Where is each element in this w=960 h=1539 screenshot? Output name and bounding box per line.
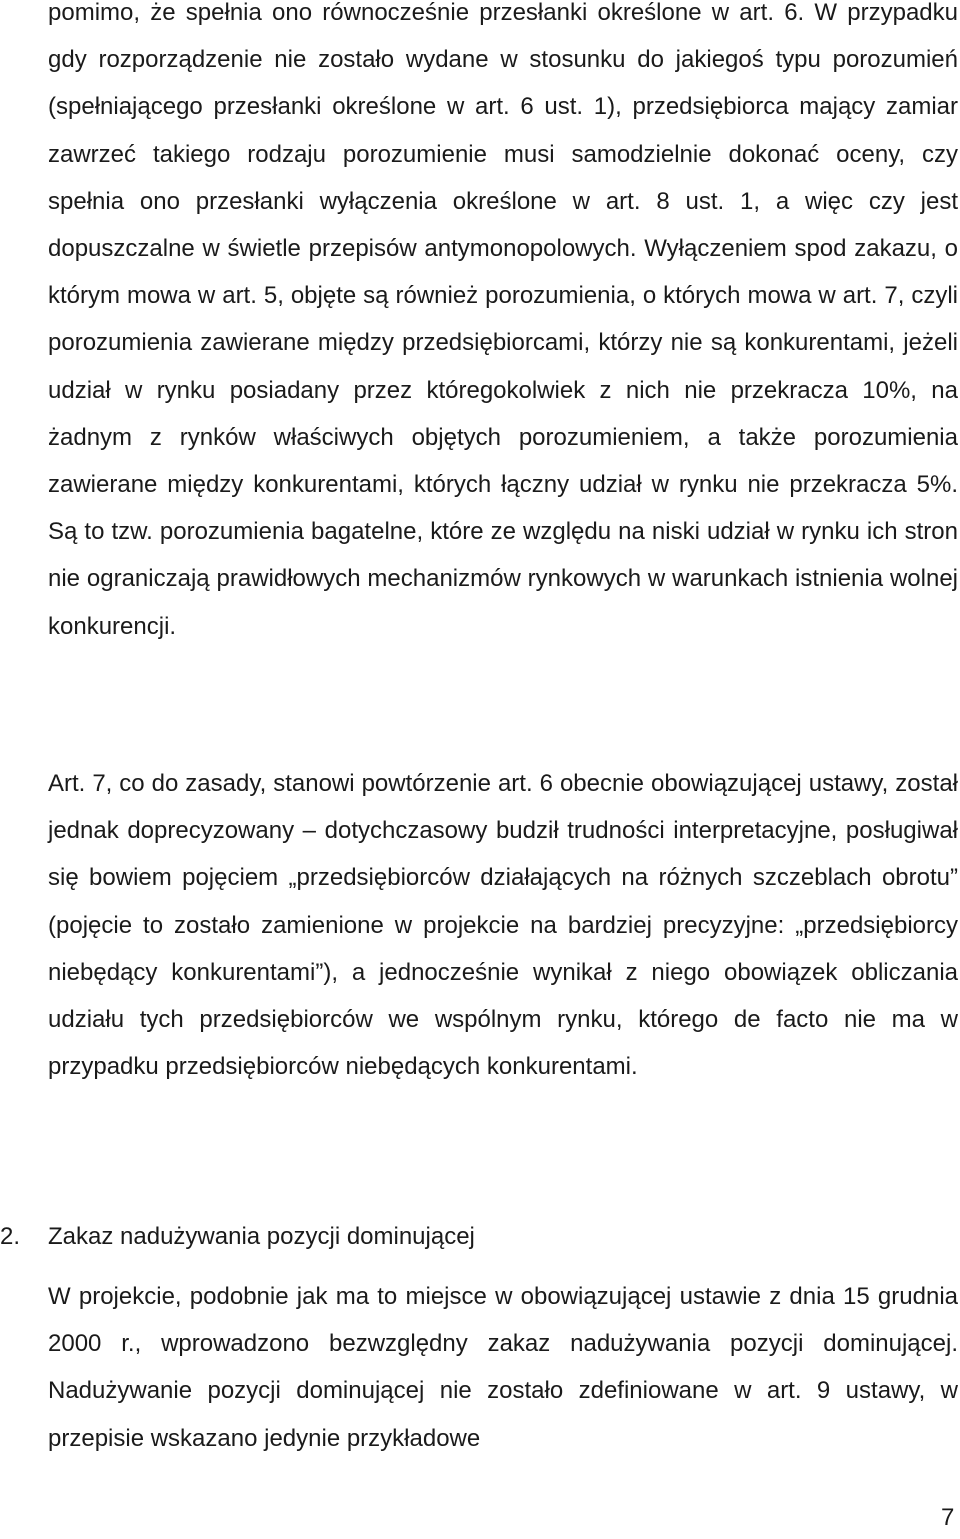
body-paragraph: pomimo, że spełnia ono równocześnie przesłanki określone w art. 6. W przypadku gdy rozporządzenie nie zostało wydane w stosunku do jakiegoś typu porozumień (spełniającego przesłanki określone w art. 6 ust. 1), przedsiębiorca mający zamiar zawrzeć takiego rodzaju porozumienie musi samodzielnie dokonać oceny, czy spełnia ono przesłanki wyłączenia określone w art. 8 ust. 1, a więc czy jest dopuszczalne w świetle przepisów antymonopolowych. Wyłączeniem spod zakazu, o którym mowa w art. 5, objęte są również porozumienia, o których mowa w art. 7, czyli porozumienia zawierane między przedsiębiorcami, którzy nie są konkurentami, jeżeli udział w rynku posiadany przez któregokolwiek z nich nie przekracza 10%, na żadnym z rynków właściwych objętych porozumieniem, a także porozumienia zawierane między konkurentami, których łączny udział w rynku nie przekracza 5%. Są to tzw. porozumienia bagatelne, które ze względu na niski udział w rynku ich stron nie ograniczają prawidłowych mechanizmów rynkowych w warunkach istnienia wolnej konkurencji. <box>48 0 958 640</box>
body-paragraph: W projekcie, podobnie jak ma to miejsce w obowiązującej ustawie z dnia 15 grudnia 2000 r., wprowadzono bezwzględny zakaz nadużywania pozycji dominującej. Nadużywanie pozycji dominującej nie zostało zdefiniowane w art. 9 ustawy, w przepisie wskazano jedynie przykładowe <box>48 1283 958 1452</box>
body-paragraph: Art. 7, co do zasady, stanowi powtórzenie art. 6 obecnie obowiązującej ustawy, został jednak doprecyzowany – dotychczasowy budził trudności interpretacyjne, posługiwał się bowiem pojęciem „przedsiębiorców działających na różnych szczeblach obrotu” (pojęcie to zostało zamienione w projekcie na bardziej precyzyjne: „przedsiębiorcy niebędący konkurentami”), a jednocześnie wynikał z niego obowiązek obliczania udziału tych przedsiębiorców we wspólnym rynku, którego de facto nie ma w przypadku przedsiębiorców niebędących konkurentami. <box>48 770 958 1081</box>
section-number: 2. <box>0 1223 21 1250</box>
section-title: Zakaz nadużywania pozycji dominującej <box>48 1223 475 1250</box>
page-number: 7 <box>941 1504 955 1531</box>
